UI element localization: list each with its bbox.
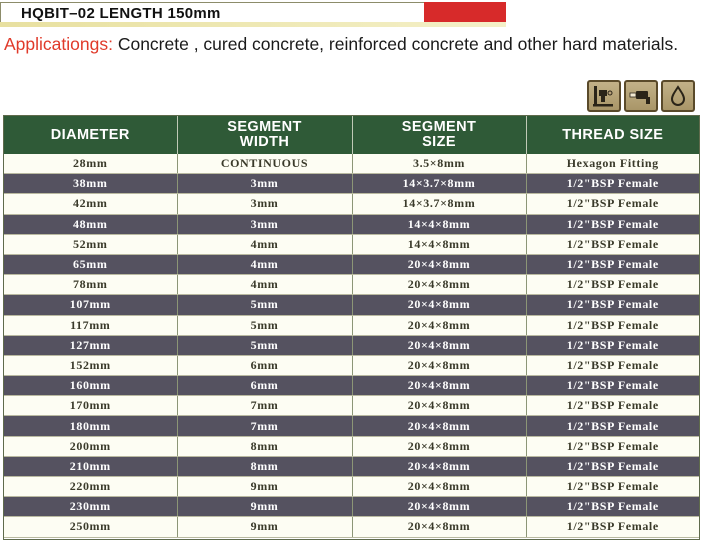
cell-diameter: 52mm (4, 234, 177, 254)
cell-diameter: 117mm (4, 315, 177, 335)
cell-thread-size: 1/2"BSP Female (526, 295, 699, 315)
cell-diameter: 107mm (4, 295, 177, 315)
cell-segment-size: 14×4×8mm (352, 214, 526, 234)
table-row (4, 416, 699, 436)
cell-segment-width: 3mm (177, 214, 352, 234)
cell-diameter: 78mm (4, 275, 177, 295)
cell-segment-width: 8mm (177, 456, 352, 476)
cell-segment-width: 3mm (177, 194, 352, 214)
cell-diameter: 152mm (4, 355, 177, 375)
cell-segment-width: 7mm (177, 396, 352, 416)
cell-thread-size: 1/2"BSP Female (526, 416, 699, 436)
cell-segment-width: 6mm (177, 376, 352, 396)
usage-icons (587, 80, 699, 114)
cell-thread-size: 1/2"BSP Female (526, 497, 699, 517)
cell-diameter: 65mm (4, 254, 177, 274)
table-row (4, 517, 699, 537)
cell-diameter: 210mm (4, 456, 177, 476)
cell-diameter: 160mm (4, 376, 177, 396)
cell-thread-size: 1/2"BSP Female (526, 214, 699, 234)
cell-segment-size: 20×4×8mm (352, 416, 526, 436)
cell-segment-width: 4mm (177, 234, 352, 254)
header-segment-size: SEGMENT SIZE (352, 116, 526, 154)
cell-segment-size: 20×4×8mm (352, 315, 526, 335)
header-diameter: DIAMETER (4, 116, 177, 154)
cell-segment-size: 14×3.7×8mm (352, 194, 526, 214)
table-header-row (4, 116, 699, 154)
cell-segment-size: 20×4×8mm (352, 295, 526, 315)
table-row (4, 275, 699, 295)
cell-segment-size: 20×4×8mm (352, 436, 526, 456)
cell-diameter: 38mm (4, 174, 177, 194)
cell-diameter: 42mm (4, 194, 177, 214)
header-segment-width: SEGMENT WIDTH (177, 116, 352, 154)
cell-thread-size: Hexagon Fitting (526, 154, 699, 174)
cell-thread-size: 1/2"BSP Female (526, 456, 699, 476)
table-row (4, 295, 699, 315)
cell-diameter: 200mm (4, 436, 177, 456)
spec-table (4, 116, 699, 538)
cell-segment-width: 9mm (177, 477, 352, 497)
cell-segment-size: 20×4×8mm (352, 456, 526, 476)
cell-thread-size: 1/2"BSP Female (526, 396, 699, 416)
table-row (4, 436, 699, 456)
cell-segment-size: 20×4×8mm (352, 275, 526, 295)
cell-thread-size: 1/2"BSP Female (526, 376, 699, 396)
cell-segment-size: 20×4×8mm (352, 254, 526, 274)
cell-diameter: 127mm (4, 335, 177, 355)
cell-diameter: 28mm (4, 154, 177, 174)
table-row (4, 194, 699, 214)
cell-thread-size: 1/2"BSP Female (526, 234, 699, 254)
cell-thread-size: 1/2"BSP Female (526, 477, 699, 497)
cell-segment-size: 3.5×8mm (352, 154, 526, 174)
cell-thread-size: 1/2"BSP Female (526, 436, 699, 456)
table-row (4, 335, 699, 355)
cell-segment-width: 3mm (177, 174, 352, 194)
core-drill-stand-icon (587, 80, 621, 112)
water-drop-icon (661, 80, 695, 112)
table-row (4, 214, 699, 234)
applications-description: Concrete , cured concrete, reinforced concrete and other hard materials. (117, 34, 679, 54)
cell-diameter: 170mm (4, 396, 177, 416)
cell-segment-width: 5mm (177, 315, 352, 335)
cell-thread-size: 1/2"BSP Female (526, 335, 699, 355)
cell-thread-size: 1/2"BSP Female (526, 275, 699, 295)
cell-segment-size: 20×4×8mm (352, 497, 526, 517)
cell-segment-width: 4mm (177, 254, 352, 274)
table-row (4, 234, 699, 254)
cell-thread-size: 1/2"BSP Female (526, 517, 699, 537)
cell-segment-width: 5mm (177, 295, 352, 315)
table-row (4, 376, 699, 396)
cell-diameter: 220mm (4, 477, 177, 497)
cell-thread-size: 1/2"BSP Female (526, 174, 699, 194)
cell-thread-size: 1/2"BSP Female (526, 194, 699, 214)
cell-segment-size: 20×4×8mm (352, 477, 526, 497)
cell-segment-size: 20×4×8mm (352, 517, 526, 537)
cell-diameter: 250mm (4, 517, 177, 537)
cell-thread-size: 1/2"BSP Female (526, 315, 699, 335)
table-row (4, 355, 699, 375)
cell-segment-size: 20×4×8mm (352, 335, 526, 355)
cell-segment-size: 14×3.7×8mm (352, 174, 526, 194)
table-row (4, 154, 699, 174)
page-title: HQBIT–02 LENGTH 150mm (21, 5, 221, 22)
cell-segment-size: 20×4×8mm (352, 376, 526, 396)
table-row (4, 497, 699, 517)
cell-segment-width: 4mm (177, 275, 352, 295)
applications-label: Applicationgs: (4, 34, 118, 54)
title-underline (0, 22, 506, 27)
cell-segment-width: CONTINUOUS (177, 154, 352, 174)
cell-thread-size: 1/2"BSP Female (526, 254, 699, 274)
header-thread-size: THREAD SIZE (526, 116, 699, 154)
table-row (4, 396, 699, 416)
cell-segment-width: 9mm (177, 517, 352, 537)
cell-segment-width: 5mm (177, 335, 352, 355)
table-row (4, 456, 699, 476)
cell-segment-width: 7mm (177, 416, 352, 436)
table-row (4, 315, 699, 335)
cell-segment-size: 20×4×8mm (352, 355, 526, 375)
table-row (4, 477, 699, 497)
cell-segment-width: 8mm (177, 436, 352, 456)
table-row (4, 174, 699, 194)
cell-diameter: 48mm (4, 214, 177, 234)
table-body (4, 154, 699, 537)
cell-segment-size: 14×4×8mm (352, 234, 526, 254)
cell-thread-size: 1/2"BSP Female (526, 355, 699, 375)
cell-segment-size: 20×4×8mm (352, 396, 526, 416)
cell-diameter: 180mm (4, 416, 177, 436)
cell-segment-width: 6mm (177, 355, 352, 375)
cell-segment-width: 9mm (177, 497, 352, 517)
table-row (4, 254, 699, 274)
applications-text (4, 34, 699, 55)
cell-diameter: 230mm (4, 497, 177, 517)
drill-motor-icon (624, 80, 658, 112)
